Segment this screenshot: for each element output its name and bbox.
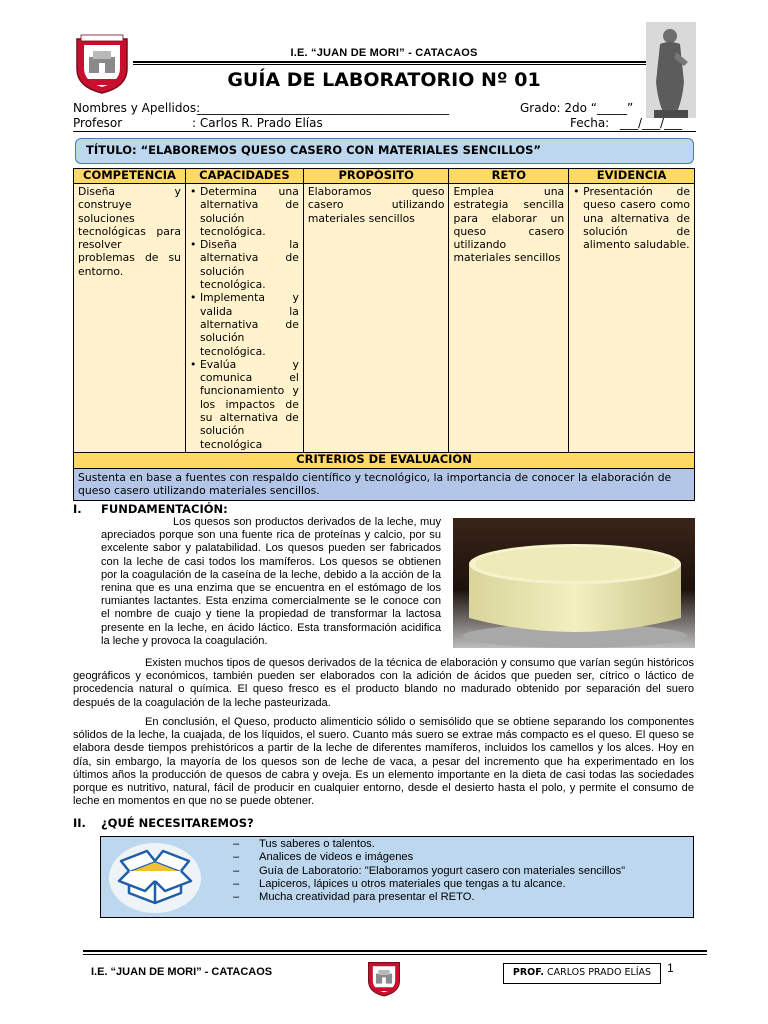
page-title: GUÍA DE LABORATORIO Nº 01 [227,69,541,91]
header-rule [133,61,696,63]
list-item: – Guía de Laboratorio: "Elaboramos yogurt casero con materiales sencillos" [233,865,625,878]
header-reto: RETO [449,169,569,184]
section-heading [73,816,254,830]
cell-proposito: Elaboramos queso casero utilizando materiales sencillos [303,184,449,453]
materials-box [100,836,694,918]
materials-list [233,838,625,904]
page-number: 1 [667,961,674,975]
date-label: Fecha: [570,116,610,130]
cell-competencia: Diseña y construye soluciones tecnológicas para resolver problemas de su entorno. [74,184,186,453]
paragraph: Los quesos son productos derivados de la leche, muy apreciados porque son una fuente rica de proteínas y calcio, por su excelente sabor y palatabilidad. Los quesos pueden ser fabricados con la leche de casi todos los mamíferos. Los quesos se obtienen por la coagulación de la caseína de la leche, debido a la acción de la renina que es una enzima que se encuentra en el estómago de los rumiantes lactantes. Esta enzima comercialmente se le conoce con el nombre de cuajo y tiene la propiedad de transformar la lactosa presente en la leche, en ácido láctico. Esta transformación acidifica la leche y provoca la coagulación. [101,516,441,647]
cell-capacidades [185,184,303,453]
cell-reto: Emplea una estrategia sencilla para elaborar un queso casero utilizando materiales sencillos [449,184,569,453]
table-row [74,184,695,453]
open-box-icon [107,841,203,914]
section-title: ¿QUÉ NECESITAREMOS? [101,816,254,830]
list-item: • Implementa y valida la alternativa de solución tecnológica. [190,291,299,357]
date-field[interactable]: ___/___/___ [620,116,683,130]
statue-image [646,22,696,118]
footer-rule [83,954,707,955]
list-item: • Evalúa y comunica el funcionamiento y los impactos de su alternativa de solución tecnológica [190,358,299,451]
header-competencia: COMPETENCIA [74,169,186,184]
meta-rule [73,131,696,132]
prof-name: CARLOS PRADO ELÍAS [546,967,652,978]
name-field[interactable]: __________________________________________ [197,101,449,115]
section-heading [73,502,228,516]
cheese-photo [453,518,695,648]
competency-table [73,168,695,501]
activity-title-box: TÍTULO: “ELABOREMOS QUESO CASERO CON MATERIALES SENCILLOS” [75,138,694,164]
footer-rule [83,950,707,952]
teacher-label: Profesor [73,116,123,130]
teacher-badge [503,963,661,984]
table-header-row [74,169,695,184]
footer-school-name: I.E. “JUAN DE MORI” - CATACAOS [91,966,273,978]
name-label: Nombres y Apellidos: [73,101,201,115]
footer-crest-icon [366,958,402,998]
section-number: II. [73,816,86,830]
paragraph: En conclusión, el Queso, producto alimenticio sólido o semisólido que se obtiene separando los componentes sólidos de la leche, la cuajada, de los líquidos, el suero. Cuanto más suero se extrae más compacto es el queso. El queso se elabora desde tiempos prehistóricos a partir de la leche de diferentes mamíferos, incluidos los camellos y los alces. Hoy en día, sin embargo, la mayoría de los quesos son de leche de vaca, a pesar del incremento que ha experimentado en los últimos años la producción de quesos de cabra y oveja. Es un elemento importante en la dieta de casi todas las sociedades porque es nutritivo, natural, fácil de producir en cualquier entorno, desde el desierto hasta el polo, y permite el consumo de leche en momentos en que no se puede obtener. [73,716,694,808]
list-item: • Presentación de queso casero como una alternativa de solución de alimento saludable. [573,185,690,251]
grade-field[interactable]: Grado: 2do “_____” [520,101,634,115]
header-evidencia: EVIDENCIA [569,169,695,184]
teacher-name: : Carlos R. Prado Elías [192,116,323,130]
section-title: FUNDAMENTACIÓN: [101,502,228,516]
list-item: – Tus saberes o talentos. [233,838,625,851]
header-proposito: PROPÓSITO [303,169,449,184]
list-item: • Diseña la alternativa de solución tecnológica. [190,238,299,291]
header-capacidades: CAPACIDADES [185,169,303,184]
list-item: – Analices de videos e imágenes [233,851,625,864]
prof-label: PROF. [512,967,544,978]
header-rule [133,64,696,65]
list-item: – Mucha creatividad para presentar el RETO. [233,891,625,904]
school-name: I.E. “JUAN DE MORI” - CATACAOS [290,47,478,59]
criteria-body-row [74,468,695,500]
list-item: • Determina una alternativa de solución tecnológica. [190,185,299,238]
section-number: I. [73,502,82,516]
paragraph: Existen muchos tipos de quesos derivados de la técnica de elaboración y consumo que varían según históricos geográficos y económicos, también pueden ser elaborados con la adición de ácidos que pueden ser, cítrico o láctico de procedencia natural o química. El queso fresco es el producto blando no madurado obtenido por separación del suero después de la coagulación de la leche pasteurizada. [73,657,694,709]
criteria-header-row [74,452,695,468]
criteria-text: Sustenta en base a fuentes con respaldo científico y tecnológico, la importancia de conocer la elaboración de queso casero utilizando materiales sencillos. [74,468,695,500]
list-item: – Lapiceros, lápices u otros materiales que tengas a tu alcance. [233,878,625,891]
criteria-title: CRITERIOS DE EVALUACIÓN [74,452,695,468]
cell-evidencia [569,184,695,453]
